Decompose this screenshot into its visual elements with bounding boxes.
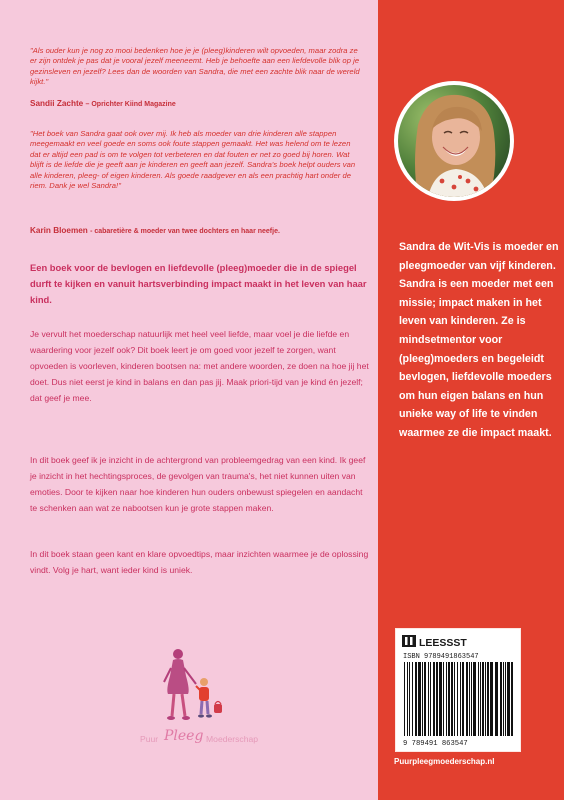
barcode-bar <box>446 662 447 736</box>
barcode-bar <box>451 662 453 736</box>
author-name: Sandii Zachte <box>30 99 84 108</box>
barcode-bar <box>454 662 455 736</box>
endorsement-author-1 <box>30 99 370 108</box>
barcode-bar <box>404 662 405 736</box>
barcode-bar <box>415 662 417 736</box>
barcode-bar <box>507 662 510 736</box>
barcode-bar <box>409 662 410 736</box>
body-paragraph-1: Je vervult het moederschap natuurlijk met heel veel liefde, maar voel je die liefde en waardering voor jezelf ook? Dit boek leert je om goed voor jezelf te zorgen, want opvoeden is voorleven, kinderen bootsen na: met andere woorden, ze doen na hoe jij het doet. Dus niet eerst je kind in balans en dan pas jij. Maak priori-tijd van je kind én jezelf; dat geef je mee. <box>30 329 369 403</box>
barcode-bar <box>424 662 426 736</box>
barcode-bar <box>443 662 444 736</box>
website-url[interactable]: Puurpleegmoederschap.nl <box>394 757 495 766</box>
barcode-bar <box>511 662 513 736</box>
barcode-bar <box>473 662 476 736</box>
barcode-bar <box>490 662 493 736</box>
publisher-logo-icon <box>402 635 416 647</box>
barcode-bar <box>478 662 479 736</box>
barcode-bar <box>505 662 506 736</box>
barcode-bar <box>466 662 468 736</box>
barcode-bar <box>422 662 423 736</box>
barcode-bar <box>407 662 408 736</box>
barcode-digits: 9 789491 863547 <box>403 740 468 748</box>
body-paragraph-2: In dit boek geef ik je inzicht in de achtergrond van probleemgedrag van een kind. Ik geef je inzicht in het hechtingsproces, de gevolgen van trauma's, het niet kunnen uiten van emoties. Door te kijken naar hoe kinderen hun ouders onbewust spiegelen en aandacht te schenken aan wat ze nabootsen kun je grote stappen maken. <box>30 455 366 513</box>
brand-puur: Puur <box>140 734 159 744</box>
author-role: - cabaretière & moeder van twee dochters en haar neefje. <box>90 228 280 235</box>
barcode-bar <box>500 662 502 736</box>
barcode-bar <box>439 662 442 736</box>
barcode-bar <box>436 662 438 736</box>
lead-paragraph: Een boek voor de bevlogen en liefdevolle (pleeg)moeder die in de spiegel durft te kijken en vanuit hartsverbinding impact maakt in het leven van haar kind. <box>30 262 367 305</box>
barcode-block <box>395 628 521 752</box>
mother-child-illustration <box>150 646 240 722</box>
barcode-bar <box>418 662 421 736</box>
barcode-bar <box>495 662 498 736</box>
author-name: Karin Bloemen <box>30 226 88 235</box>
endorsement-quote-2: "Het boek van Sandra gaat ook over mij. Ik heb als moeder van drie kinderen alle stappen meegemaakt en veel goede en soms ook foute stappen gemaakt. Het was helend om te lezen dat er altijd een pad is om te volgen tot verbeteren en dat fouten er net zo goed bij horen. Wat blijft is de liefde die je geeft aan je kinderen en geeft aan jezelf. Sandra's boek helpt ouders van alle kinderen, pleeg- of eigen kinderen. Als goede raadgever en als een prachtig hart onder de riem. Dank je wel Sandra!" <box>30 129 356 191</box>
barcode-bar <box>430 662 431 736</box>
barcode-bar <box>462 662 464 736</box>
endorsement-author-2 <box>30 226 370 235</box>
barcode-bar <box>487 662 489 736</box>
endorsement-quote-1: "Als ouder kun je nog zo mooi bedenken hoe je je (pleeg)kinderen wilt opvoeden, maar zodra ze er zijn ontdek je pas dat je vooral jezelf meeneemt. Heb je behoefte aan een liefdevolle blik op je gezinsleven en jezelf? Lees dan de woorden van Sandra, die met een zachte blik naar de wereld kijkt." <box>30 46 360 87</box>
barcode-bar <box>412 662 413 736</box>
barcode-bar <box>485 662 486 736</box>
author-photo <box>398 85 510 197</box>
body-paragraph-3: In dit boek staan geen kant en klare opvoedtips, maar inzichten waarmee je de oplossing vindt. Volg je hart, want ieder kind is uniek. <box>30 549 369 575</box>
barcode-bar <box>471 662 472 736</box>
barcode-bar <box>460 662 461 736</box>
author-bio: Sandra de Wit-Vis is moeder en pleegmoeder van vijf kinderen. Sandra is een moeder met een missie; impact maken in het leven van kinderen. Ze is mindsetmentor voor (pleeg)moeders en begeleidt bevlogen, liefdevolle moeders om hun eigen balans en hun unieke way of life te vinden waarmee ze die impact maakt. <box>399 241 559 439</box>
barcode-bar <box>480 662 481 736</box>
barcode-bar <box>482 662 484 736</box>
barcode-bar <box>469 662 470 736</box>
barcode-bar <box>433 662 435 736</box>
barcode-bars-icon <box>404 662 513 736</box>
brand-pleeg: Pleeg <box>164 728 204 744</box>
barcode-bar <box>428 662 429 736</box>
brand-logo <box>140 728 290 750</box>
barcode-bar <box>503 662 504 736</box>
barcode-bar <box>448 662 450 736</box>
brand-moederschap: Moederschap <box>206 734 259 744</box>
barcode-bar <box>457 662 458 736</box>
isbn-label: ISBN 9789491863547 <box>403 653 479 661</box>
author-role: – Oprichter Kiind Magazine <box>85 101 176 108</box>
publisher-name: LEESSST <box>419 637 467 649</box>
